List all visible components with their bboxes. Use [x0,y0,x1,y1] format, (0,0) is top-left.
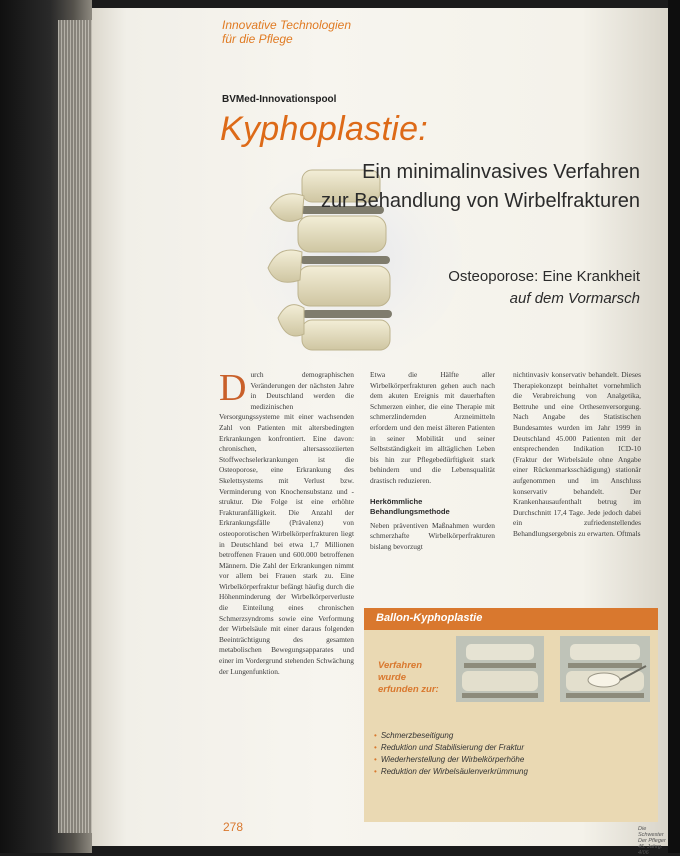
section-subheading: Herkömmliche Behandlungsmethode [370,496,450,516]
box-label-line-1: Verfahren [378,660,422,671]
info-box-title: Ballon-Kyphoplastie [376,612,483,624]
tagline-line-1: Osteoporose: Eine Krankheit [448,268,640,285]
benefits-list [374,730,654,778]
xray-image-before [456,636,544,702]
tagline-line-2: auf dem Vormarsch [509,290,640,307]
article-kicker: BVMed-Innovationspool [222,94,337,105]
text-column-1 [219,367,354,677]
text-column-2 [370,370,495,552]
subtitle-line-1: Ein minimalinvasives Verfahren [362,161,640,183]
column-2-text-continued: Neben präventiven Maßnahmen wurden schmerzhafte Wirbelkörperfrakturen bislang bevorzugt [370,520,495,551]
article-subtitle [220,158,640,216]
column-2-text: Etwa die Hälfte aller Wirbelkörperfrakturen gehen auch nach dem akuten Ereignis mit dauerhaften Schmerzen einher, die eine Therapie mit schmerzlindernden Arzneimitteln erfordern und den meist älteren Patienten in seiner Mobilität und seiner Selbstständigkeit im alltäglichen Leben bis hin zur Pflegebedürftigkeit stark behindern und die Lebensqualität drastisch reduzieren. [370,370,495,485]
text-column-3 [513,370,641,540]
journal-footer: Die Schwester Der Pfleger 45. Jahrg. 4/06 [638,826,666,856]
list-item: • Reduktion und Stabilisierung der Fraktur [374,743,524,752]
subtitle-line-2: zur Behandlung von Wirbelfrakturen [320,190,640,212]
box-label-line-2: wurde [378,672,406,683]
right-edge-shadow [668,0,680,853]
article-tagline [340,266,640,310]
drop-cap: D [219,367,247,409]
page-number: 278 [223,820,244,834]
series-line-1: Innovative Technologien [222,18,351,32]
column-3-text: nichtinvasiv konservativ behandelt. Dieses Therapiekonzept beinhaltet vornehmlich die Verabreichung von Analgetika, Bettruhe und eine Orthesenversorgung. Nach Angabe des Statistischen Bundesamtes wurden im Jahr 1999 in Deutschland 45.000 Patienten mit der entsprechenden Indikation ICD-10 (Fraktur der Wirbelsäule ohne Angabe einer Rückenmarksschädigung) stationär aufgenommen und im Anschluss konservativ behandelt. Der Krankenhausaufenthalt betrug im Durchschnitt 17,4 Tage. Jede jedoch dabei ein zufriedenstellendes Behandlungsergebnis zu erwarten. Oftmals [513,370,641,538]
info-box [364,608,658,822]
article-title: Kyphoplastie: [220,110,429,148]
info-box-label [378,660,439,696]
series-line-2: für die Pflege [222,32,293,46]
xray-image-after [560,636,650,702]
series-header [222,18,351,46]
list-item: • Wiederherstellung der Wirbelkörperhöhe [374,755,525,764]
list-item: • Reduktion der Wirbelsäulenverkrümmung [374,767,528,776]
list-item: • Schmerzbeseitigung [374,731,454,740]
column-1-text: urch demographischen Veränderungen der nächsten Jahre in Deutschland werden die medizinischen Versorgungssysteme mit einer wachsenden Zahl von Patienten mit altersbedingten Erkrankungen konfrontiert. Eine davon: chronischen, altersassoziierten Stoffwechselerkrankungen ist die Osteoporose, eine Erkrankung des Skelettsystems mit Verlust bzw. Verminderung von Knochensubstanz und -struktur. Die Folge ist eine erhöhte Frakturanfälligkeit. Die Anzahl der Erkrankungsfälle (Prävalenz) von osteoporotischen Wirbelkörperfrakturen liegt in Deutschland bei etwa 1,7 Millionen betroffenen Frauen und 600.000 betroffenen Männern. Die Zahl der Erkrankungen nimmt vor allem bei Frauen stark zu. Eine Wirbelkörperfraktur befängt häufig durch die Höhenminderung der Wirbelkörperverluste die Einteilung eines chronischen Schmerzsyndroms sowie eine Verformung der Wirbelsäule mit einer daraus folgenden Beeinträchtigung des gesamten metabolischen Bewegungsapparates und einer im Vordergrund stehenden Schwächung der Lungenfunktion. [219,370,354,676]
box-label-line-3: erfunden zur: [378,684,439,695]
